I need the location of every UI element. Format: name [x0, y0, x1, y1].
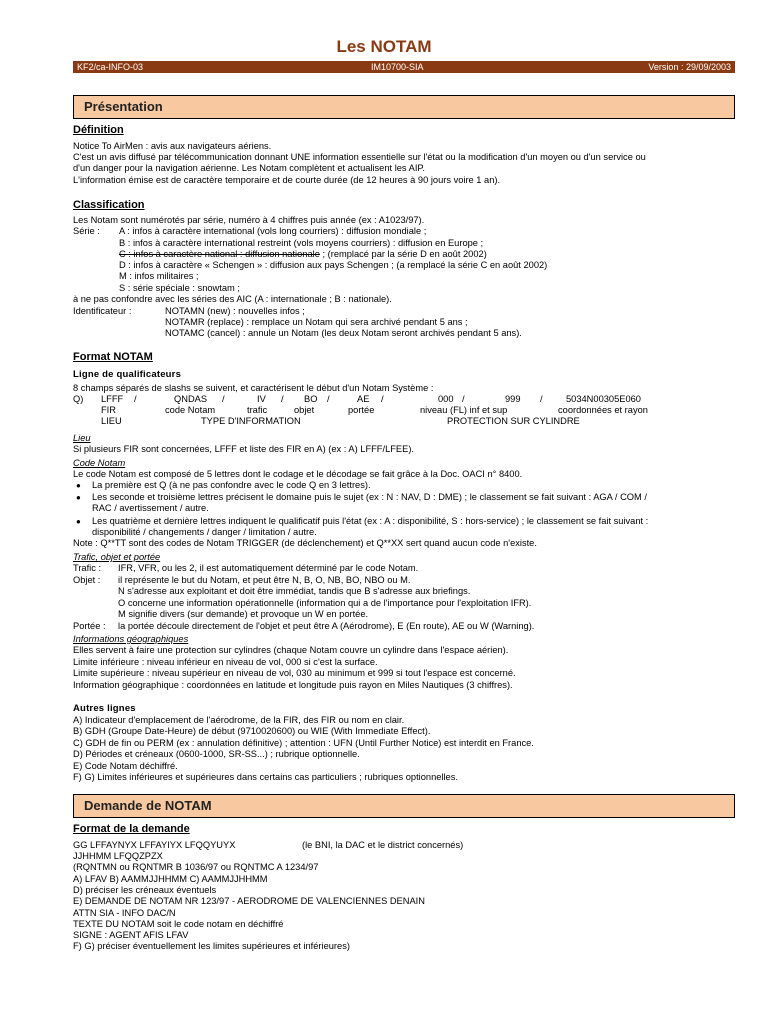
portee-label: Portée : [73, 621, 106, 631]
header-version: Version : 29/09/2003 [648, 62, 731, 72]
demande-line: E) DEMANDE DE NOTAM NR 123/97 - AERODROME DE VALENCIENNES DENAIN [73, 896, 425, 906]
demande-line: TEXTE DU NOTAM soit le code notam en déchiffré [73, 919, 284, 929]
geo-line: Information géographique : coordonnées en latitude et longitude puis rayon en Miles Nautiques (3 chiffres). [73, 680, 513, 690]
q-group: LIEU [101, 416, 122, 426]
q-field: QNDAS [174, 394, 208, 404]
q-desc: trafic [247, 405, 268, 415]
demande-line: GG LFFAYNYX LFFAYIYX LFQQYUYX [73, 840, 236, 850]
code-bullet-cont: RAC / avertissement / autre. [92, 503, 209, 513]
q-desc: objet [294, 405, 315, 415]
ident-item: NOTAMC (cancel) : annule un Notam (les deux Notam seront archivés pendant 5 ans). [165, 328, 522, 338]
autres-line: E) Code Notam déchiffré. [73, 761, 178, 771]
ident-item: NOTAMR (replace) : remplace un Notam qui sera archivé pendant 5 ans ; [165, 317, 468, 327]
section-title: Présentation [84, 99, 163, 114]
serie-item: D : infos à caractère « Schengen » : diffusion aux pays Schengen ; (a remplacé la série C en août 2002) [119, 260, 548, 270]
objet-line: N s'adresse aux exploitant et doit être immédiat, tandis que B s'adresse aux briefings. [118, 586, 471, 596]
demande-line: F) G) préciser éventuellement les limites supérieures et inférieures) [73, 941, 350, 951]
demande-line: D) préciser les créneaux éventuels [73, 885, 217, 895]
bullet-icon: ● [76, 517, 81, 526]
q-desc: coordonnées et rayon [558, 405, 648, 415]
portee-text: la portée découle directement de l'objet et peut être A (Aérodrome), E (En route), AE ou W (Warning). [118, 621, 535, 631]
lieu-heading: Lieu [73, 433, 91, 443]
objet-line: O concerne une information opérationnelle (information qui a de l'importance pour l'exploitation IFR). [118, 598, 532, 608]
serie-item-c-text: C : infos à caractère national : diffusion nationale [119, 249, 320, 259]
ident-item: NOTAMN (new) : nouvelles infos ; [165, 306, 305, 316]
serie-item: S : série spéciale : snowtam ; [119, 283, 240, 293]
definition-line: C'est un avis diffusé par télécommunication donnant UNE information essentielle sur l'état ou la modification d'un moyen ou d'un service ou [73, 152, 646, 162]
trafic-heading: Trafic, objet et portée [73, 552, 161, 562]
q-desc: niveau (FL) inf et sup [420, 405, 508, 415]
q-field: 000 [438, 394, 454, 404]
header-ref: KF2/ca-INFO-03 [77, 62, 144, 72]
trafic-text: IFR, VFR, ou les 2, il est automatiquement déterminé par le code Notam. [118, 563, 419, 573]
page-title: Les NOTAM [336, 37, 432, 56]
q-field: / [327, 394, 330, 404]
q-field: 5034N00305E060 [566, 394, 641, 404]
q-field: AE [357, 394, 370, 404]
q-field: / [222, 394, 225, 404]
bullet-icon: ● [76, 481, 81, 490]
demande-line: ATTN SIA - INFO DAC/N [73, 908, 176, 918]
definition-line: L'information émise est de caractère temporaire et de courte durée (de 12 heures à 90 jours voire 1 an). [73, 175, 501, 185]
objet-line: il représente le but du Notam, et peut être N, B, O, NB, BO, NBO ou M. [118, 575, 411, 585]
serie-item-c [119, 249, 487, 260]
qualif-heading: Ligne de qualificateurs [73, 369, 182, 380]
q-field: BO [304, 394, 318, 404]
q-field: / [540, 394, 543, 404]
geo-line: Elles servent à faire une protection sur cylindres (chaque Notam couvre un cylindre dans l'espace aérien). [73, 645, 509, 655]
code-heading: Code Notam [73, 458, 126, 468]
demande-line: JJHHMM LFQQZPZX [73, 851, 163, 861]
q-desc: portée [348, 405, 375, 415]
serie-item: A : infos à caractère international (vols long courriers) : diffusion mondiale ; [119, 226, 427, 236]
ident-label: Identificateur : [73, 306, 132, 316]
definition-line: d'un danger pour la navigation aérienne. Les Notam complètent et actualisent les AIP. [73, 163, 426, 173]
geo-line: Limite supérieure : niveau supérieur en niveau de vol, 030 au minimum et 999 si tout l'espace est concerné. [73, 668, 516, 678]
geo-heading: Informations géographiques [73, 634, 189, 644]
q-desc: FIR [101, 405, 116, 415]
code-bullet-cont: disponibilité / changements / danger / limitation / autre. [92, 527, 317, 537]
q-field: LFFF [101, 394, 124, 404]
code-intro: Le code Notam est composé de 5 lettres dont le codage et le décodage se fait grâce à la Doc. OACI n° 8400. [73, 469, 523, 479]
autres-line: B) GDH (Groupe Date-Heure) de début (9710020600) ou WIE (With Immediate Effect). [73, 726, 431, 736]
serie-item: B : infos à caractère international restreint (vols moyens courriers) : diffusion en Europe ; [119, 238, 484, 248]
serie-item-c-note: ; (remplacé par la série D en août 2002) [319, 249, 487, 259]
demande-line-note: (le BNI, la DAC et le district concernés) [302, 840, 464, 850]
demande-heading: Format de la demande [73, 823, 190, 835]
header-bar [73, 61, 735, 73]
q-field: / [281, 394, 284, 404]
q-desc: code Notam [165, 405, 216, 415]
lieu-text: Si plusieurs FIR sont concernées, LFFF et liste des FIR en A) (ex : A) LFFF/LFEE). [73, 444, 414, 454]
aic-note: à ne pas confondre avec les séries des AIC (A : internationale ; B : nationale). [73, 294, 392, 304]
classification-heading: Classification [73, 199, 145, 211]
q-field: / [381, 394, 384, 404]
definition-heading: Définition [73, 124, 124, 136]
code-bullet: Les quatrième et dernière lettres indiquent le qualificatif puis l'état (ex : A : disponibilité, S : hors-service) ; le classement se fait suivant : [92, 516, 649, 526]
geo-line: Limite inférieure : niveau inférieur en niveau de vol, 000 si c'est la surface. [73, 657, 378, 667]
trafic-label: Trafic : [73, 563, 102, 573]
q-group: TYPE D'INFORMATION [201, 416, 301, 426]
serie-item: M : infos militaires ; [119, 271, 199, 281]
section-title: Demande de NOTAM [84, 798, 212, 813]
definition-line: Notice To AirMen : avis aux navigateurs aériens. [73, 141, 272, 151]
qualif-intro: 8 champs séparés de slashs se suivent, et caractérisent le début d'un Notam Système : [73, 383, 434, 393]
format-heading: Format NOTAM [73, 351, 153, 363]
classification-intro: Les Notam sont numérotés par série, numéro à 4 chiffres puis année (ex : A1023/97). [73, 215, 425, 225]
section-demande [73, 794, 735, 818]
autres-line: C) GDH de fin ou PERM (ex : annulation définitive) ; attention : UFN (Until Further Notice) est interdit en France. [73, 738, 534, 748]
code-bullet: La première est Q (à ne pas confondre avec le code Q en 3 lettres). [92, 480, 371, 490]
header-doc: IM10700-SIA [371, 62, 424, 72]
objet-line: M signifie divers (sur demande) et provoque un W en portée. [118, 609, 369, 619]
autres-line: F) G) Limites inférieures et supérieures dans certains cas particuliers ; rubriques optionnelles. [73, 772, 458, 782]
q-field: Q) [73, 394, 84, 404]
serie-label: Série : [73, 226, 100, 236]
demande-line: SIGNE : AGENT AFIS LFAV [73, 930, 189, 940]
autres-line: D) Périodes et créneaux (0600-1000, SR-SS...) ; rubrique optionnelle. [73, 749, 360, 759]
code-note: Note : Q**TT sont des codes de Notam TRIGGER (de déclenchement) et Q**XX sert quand aucun code n'existe. [73, 538, 537, 548]
objet-label: Objet : [73, 575, 101, 585]
code-bullet: Les seconde et troisième lettres précisent le domaine puis le sujet (ex : N : NAV, D : DME) ; le classement se fait suivant : AGA / COM / [92, 492, 647, 502]
demande-line: (RQNTMN ou RQNTMR B 1036/97 ou RQNTMC A 1234/97 [73, 862, 319, 872]
autres-heading: Autres lignes [73, 703, 136, 714]
q-field: IV [257, 394, 266, 404]
q-field: / [134, 394, 137, 404]
section-presentation [73, 95, 735, 119]
demande-line: A) LFAV B) AAMMJJHHMM C) AAMMJJHHMM [73, 874, 268, 884]
q-field: / [462, 394, 465, 404]
q-field: 999 [505, 394, 521, 404]
autres-line: A) Indicateur d'emplacement de l'aérodrome, de la FIR, des FIR ou nom en clair. [73, 715, 405, 725]
bullet-icon: ● [76, 493, 81, 502]
q-group: PROTECTION SUR CYLINDRE [447, 416, 580, 426]
